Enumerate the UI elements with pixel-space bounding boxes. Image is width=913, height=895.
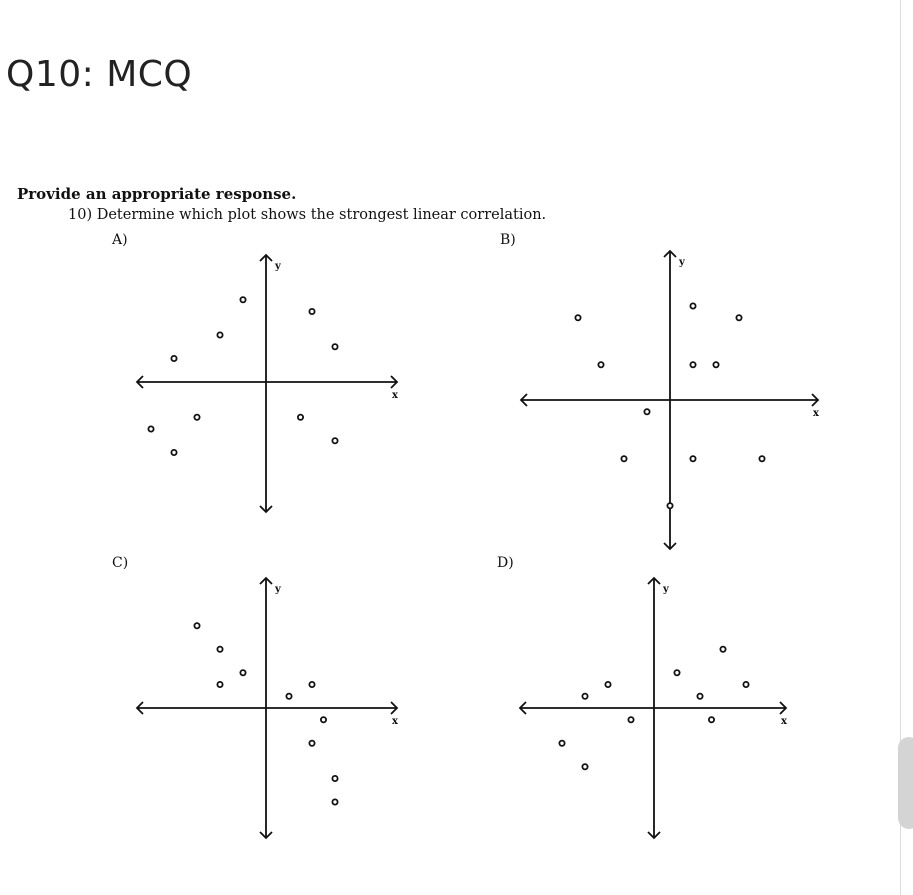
data-point (644, 409, 649, 414)
option-b-label[interactable]: B) (500, 232, 516, 248)
data-point (332, 776, 337, 781)
data-point (575, 315, 580, 320)
data-point (240, 670, 245, 675)
data-point (286, 694, 291, 699)
data-point (621, 456, 626, 461)
page-title: Q10: MCQ (6, 54, 193, 95)
data-point (690, 303, 695, 308)
data-point (743, 682, 748, 687)
data-point (559, 741, 564, 746)
instruction-text: Provide an appropriate response. (17, 185, 297, 203)
data-point (582, 694, 587, 699)
data-point (605, 682, 610, 687)
x-axis-label: x (813, 408, 819, 419)
data-point (690, 456, 695, 461)
y-axis-label: y (275, 261, 281, 272)
x-axis-label: x (392, 716, 398, 727)
scatter-plot-b (518, 246, 823, 554)
question-text: 10) Determine which plot shows the strongest linear correlation. (68, 207, 547, 223)
data-point (171, 356, 176, 361)
data-point (309, 682, 314, 687)
data-point (709, 717, 714, 722)
data-point (628, 717, 633, 722)
data-point (697, 694, 702, 699)
data-point (720, 647, 725, 652)
data-point (598, 362, 603, 367)
data-point (332, 438, 337, 443)
data-point (194, 415, 199, 420)
data-point (309, 741, 314, 746)
scatter-plot-d (518, 573, 793, 843)
x-axis-label: x (781, 716, 787, 727)
data-point (332, 344, 337, 349)
data-point (240, 297, 245, 302)
data-point (148, 426, 153, 431)
option-d-label[interactable]: D) (497, 555, 514, 571)
data-point (217, 332, 222, 337)
y-axis-label: y (679, 257, 685, 268)
data-point (309, 309, 314, 314)
y-axis-label: y (275, 584, 281, 595)
scatter-plot-c (135, 573, 400, 843)
scrollbar-handle[interactable] (898, 737, 913, 829)
option-c-label[interactable]: C) (112, 555, 129, 571)
data-point (217, 682, 222, 687)
data-point (713, 362, 718, 367)
data-point (171, 450, 176, 455)
data-point (332, 799, 337, 804)
data-point (321, 717, 326, 722)
x-axis-label: x (392, 390, 398, 401)
data-point (217, 647, 222, 652)
data-point (667, 503, 672, 508)
y-axis-label: y (663, 584, 669, 595)
data-point (582, 764, 587, 769)
data-point (298, 415, 303, 420)
data-point (674, 670, 679, 675)
data-point (690, 362, 695, 367)
data-point (759, 456, 764, 461)
data-point (194, 623, 199, 628)
data-point (736, 315, 741, 320)
scatter-plot-a (135, 250, 400, 520)
option-a-label[interactable]: A) (112, 232, 128, 248)
